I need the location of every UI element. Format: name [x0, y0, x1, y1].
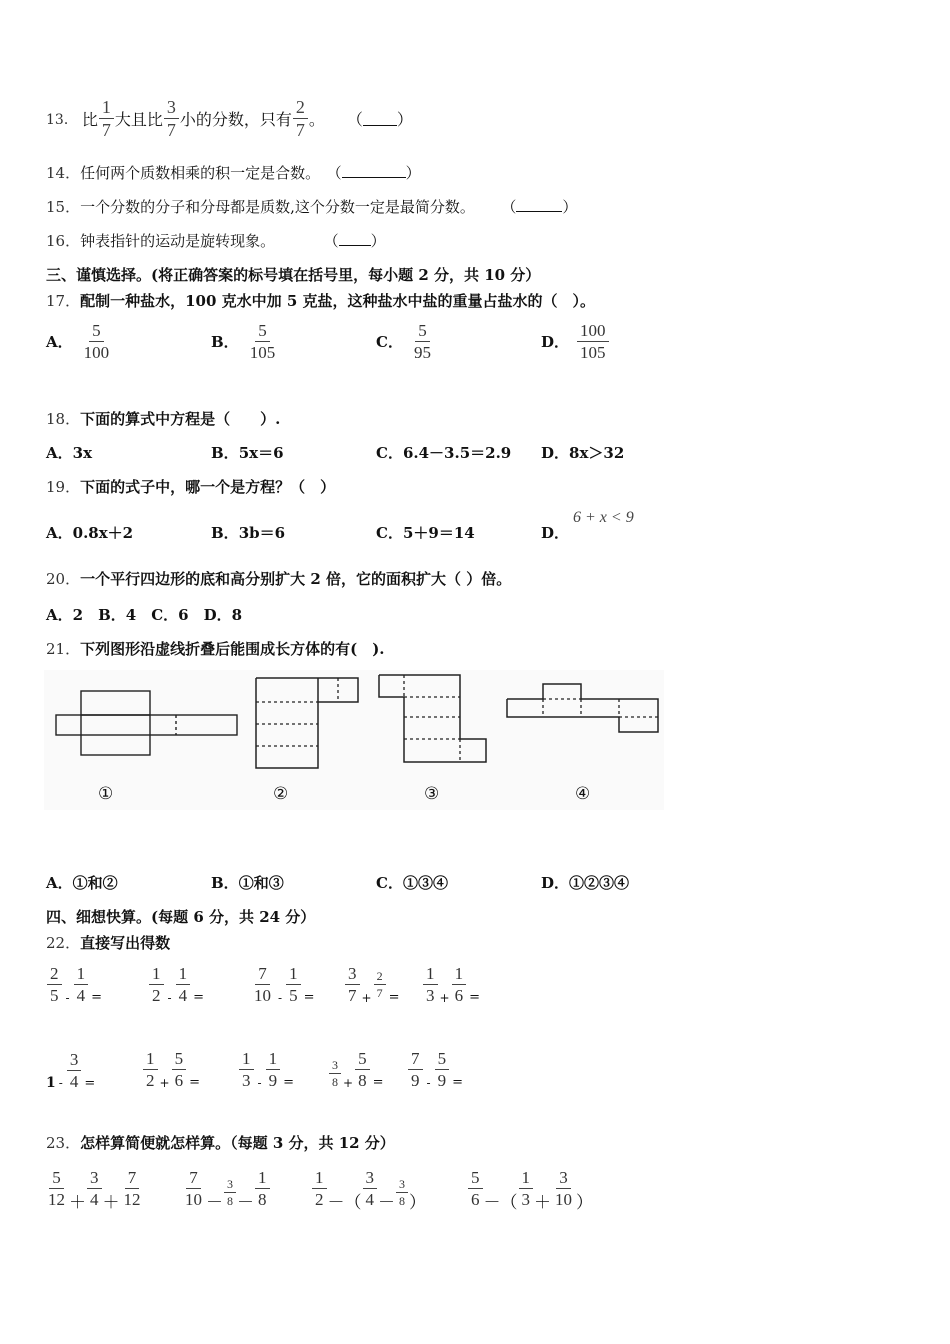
- question-number: 15．: [46, 198, 81, 216]
- operator: ＋: [69, 1193, 86, 1213]
- option-b[interactable]: [211, 322, 279, 361]
- option-label: A．: [46, 444, 73, 462]
- numerator: 3: [345, 965, 360, 985]
- equals: =: [469, 990, 480, 1005]
- fraction: [408, 1050, 423, 1089]
- question-number: 23．: [46, 1134, 81, 1152]
- denominator: 4: [69, 1071, 79, 1091]
- fraction: [329, 1059, 341, 1088]
- fraction: [435, 1050, 450, 1089]
- operator: +: [343, 1075, 354, 1090]
- fraction: [363, 1169, 378, 1208]
- equals: =: [388, 990, 400, 1005]
- denominator: 7: [295, 120, 305, 140]
- fraction: [423, 965, 438, 1004]
- fraction: [396, 1178, 408, 1207]
- denominator: 7: [376, 986, 383, 1000]
- question-15: [46, 196, 577, 217]
- fraction: [286, 965, 301, 1004]
- option-c[interactable]: [376, 522, 475, 543]
- fraction: [224, 1178, 236, 1207]
- paren-close: ）: [396, 110, 413, 129]
- option-label: D．: [541, 333, 570, 351]
- option-label: C．: [376, 333, 403, 351]
- fraction: [577, 322, 609, 361]
- fraction: [312, 1169, 327, 1208]
- denominator: 9: [411, 1071, 420, 1090]
- option-d-expression: 6 + x < 9: [573, 509, 634, 526]
- question-18: [46, 408, 280, 429]
- numerator: 1: [239, 1050, 254, 1070]
- operator: ＋: [534, 1193, 551, 1213]
- fraction: [67, 1051, 82, 1090]
- operator: －: [237, 1193, 254, 1213]
- denominator: 2: [146, 1071, 155, 1090]
- fraction: [266, 1050, 281, 1089]
- fraction: [143, 1050, 158, 1089]
- option-value: ①和②: [72, 874, 118, 892]
- fraction: [87, 1169, 102, 1208]
- question-number: 19．: [46, 478, 81, 496]
- question-text: 下面的式子中，哪一个是方程？（ ）: [80, 478, 336, 496]
- net-figure-4: [502, 680, 662, 736]
- question-number: 14．: [46, 164, 81, 182]
- denominator: 105: [249, 343, 276, 362]
- question-23: [46, 1132, 395, 1153]
- calc-item: [407, 1049, 463, 1090]
- question-number: 22．: [46, 934, 81, 952]
- question-text: 钟表指针的运动是旋转现象。: [80, 232, 276, 250]
- calc-item: [328, 1049, 383, 1090]
- question-16: [46, 230, 386, 251]
- fraction: [182, 1169, 205, 1208]
- operator: －（: [483, 1193, 518, 1213]
- question-text: 下列图形沿虚线折叠后能围成长方体的有( ).: [80, 640, 385, 658]
- fraction: [45, 1169, 68, 1208]
- option-b[interactable]: [211, 522, 285, 543]
- fraction: [468, 1169, 483, 1208]
- question-text: 大且比: [114, 110, 163, 129]
- denominator: 6: [471, 1190, 480, 1209]
- equals: =: [189, 1075, 200, 1090]
- option-label: C．: [376, 524, 403, 542]
- option-label: A．: [46, 524, 73, 542]
- paren-close: ）: [576, 1193, 593, 1213]
- fraction: [99, 98, 114, 139]
- denominator: 2: [152, 986, 161, 1005]
- fraction: [293, 98, 308, 139]
- numerator: 5: [172, 1050, 187, 1070]
- denominator: 8: [332, 1075, 338, 1089]
- operator: -: [65, 990, 70, 1005]
- expression-1: [44, 1164, 145, 1213]
- option-c[interactable]: [376, 322, 435, 361]
- figure-label-3: ③: [424, 784, 440, 804]
- fraction: [176, 965, 191, 1004]
- denominator: 95: [413, 343, 431, 362]
- operator: -: [167, 990, 172, 1005]
- denominator: 10: [555, 1190, 572, 1209]
- option-c[interactable]: [376, 872, 448, 893]
- numerator: 3: [67, 1051, 82, 1071]
- fraction: [149, 965, 164, 1004]
- option-b[interactable]: [211, 442, 284, 463]
- question-19: [46, 476, 335, 497]
- numerator: 3: [363, 1169, 378, 1189]
- question-22: [46, 932, 170, 953]
- option-label: B．: [211, 524, 239, 542]
- fraction: [355, 1050, 370, 1089]
- numerator: 5: [89, 322, 104, 342]
- option-label: A．: [46, 333, 73, 351]
- numerator: 3: [87, 1169, 102, 1189]
- question-number: 20．: [46, 570, 81, 588]
- option-d[interactable]: [541, 522, 569, 543]
- numerator: 7: [255, 965, 270, 985]
- option-c[interactable]: [376, 442, 511, 463]
- numerator: 5: [435, 1050, 450, 1070]
- question-number: 13．: [46, 111, 78, 128]
- net-figure-2: [250, 674, 365, 774]
- question-text: 任何两个质数相乘的积一定是合数。: [80, 164, 321, 182]
- denominator: 5: [289, 986, 298, 1005]
- numerator: 1: [149, 965, 164, 985]
- equals: =: [84, 1075, 96, 1091]
- figure-label-4: ④: [575, 784, 591, 804]
- paren-open: （: [331, 232, 339, 250]
- numerator: 1: [519, 1169, 534, 1189]
- figure-label-2: ②: [273, 784, 289, 804]
- denominator: 12: [48, 1190, 65, 1209]
- numerator: 3: [224, 1178, 236, 1193]
- numerator: 3: [396, 1178, 408, 1193]
- fraction: [121, 1169, 144, 1208]
- denominator: 6: [454, 986, 464, 1005]
- fraction: [411, 322, 434, 361]
- operator: -: [58, 1076, 63, 1090]
- operator: +: [159, 1075, 170, 1090]
- calc-item: [250, 964, 314, 1005]
- denominator: 105: [580, 343, 606, 362]
- fraction: [81, 322, 113, 361]
- question-number: 16．: [46, 232, 81, 250]
- question-number: 18．: [46, 410, 81, 428]
- calc-item: [344, 964, 399, 1005]
- option-d[interactable]: [541, 442, 624, 463]
- denominator: 7: [101, 120, 111, 140]
- fraction: [452, 965, 467, 1004]
- numerator: 1: [266, 1050, 281, 1070]
- operator: －: [378, 1193, 395, 1213]
- calc-item: [238, 1049, 294, 1090]
- fraction: [251, 965, 274, 1004]
- calc-item: [148, 964, 204, 1005]
- whole-number: 1: [46, 1075, 56, 1091]
- numerator: 5: [355, 1050, 370, 1070]
- numerator: 1: [99, 98, 114, 119]
- option-label: D．: [541, 444, 570, 462]
- numerator: 3: [164, 98, 179, 119]
- question-text: 怎样算简便就怎样算。（每题 3 分，共 12 分）: [80, 1134, 395, 1152]
- equals: =: [91, 990, 102, 1005]
- calc-item: [46, 1049, 95, 1091]
- equals: =: [193, 990, 204, 1005]
- option-value: 3x: [72, 444, 93, 462]
- option-value: 3b＝6: [238, 524, 286, 542]
- question-14: [46, 162, 421, 183]
- denominator: 4: [90, 1190, 99, 1209]
- question-text: 小的分数，只有: [179, 110, 292, 129]
- denominator: 9: [437, 1071, 447, 1090]
- option-a[interactable]: [46, 872, 118, 893]
- fraction: [374, 970, 386, 999]
- question-text: 直接写出得数: [80, 934, 171, 952]
- option-d[interactable]: [541, 872, 629, 893]
- numerator: 7: [125, 1169, 140, 1189]
- numerator: 7: [408, 1050, 423, 1070]
- denominator: 3: [426, 986, 435, 1005]
- expression-3: [311, 1164, 426, 1213]
- option-label: B．: [211, 444, 239, 462]
- equals: =: [283, 1075, 294, 1090]
- option-a[interactable]: [46, 322, 113, 361]
- paren-open: （: [508, 198, 517, 216]
- question-text: 一个平行四边形的底和高分别扩大 2 倍，它的面积扩大（ ）倍。: [80, 570, 512, 588]
- answer-blank[interactable]: [363, 111, 397, 126]
- numerator: 1: [143, 1050, 158, 1070]
- denominator: 12: [123, 1190, 141, 1209]
- numerator: 1: [286, 965, 301, 985]
- paren-close: ）: [409, 1193, 426, 1213]
- numerator: 1: [452, 965, 467, 985]
- numerator: 5: [49, 1169, 64, 1189]
- operator: -: [278, 990, 283, 1005]
- fraction: [247, 322, 279, 361]
- denominator: 3: [242, 1071, 251, 1090]
- operator: +: [439, 990, 450, 1005]
- question-number: 21．: [46, 640, 81, 658]
- numerator: 3: [556, 1169, 571, 1189]
- operator: －: [206, 1193, 223, 1213]
- figure-label-1: ①: [98, 784, 114, 804]
- question-text: 一个分数的分子和分母都是质数,这个分数一定是最简分数。: [80, 198, 475, 216]
- equals: =: [303, 990, 315, 1005]
- numerator: 1: [255, 1169, 270, 1189]
- fraction: [74, 965, 89, 1004]
- denominator: 3: [521, 1190, 530, 1209]
- numerator: 2: [47, 965, 62, 985]
- option-d[interactable]: [541, 322, 610, 361]
- options-row[interactable]: A．2 B．4 C．6 D．8: [46, 606, 243, 624]
- numerator: 1: [423, 965, 438, 985]
- option-value: 0.8x＋2: [72, 524, 134, 542]
- operator: +: [361, 990, 372, 1005]
- denominator: 6: [174, 1071, 184, 1090]
- fraction: [239, 1050, 254, 1089]
- expression-4: [467, 1164, 593, 1213]
- question-13: [46, 98, 413, 139]
- option-label: C．: [376, 444, 403, 462]
- calc-item: [46, 964, 102, 1005]
- denominator: 4: [178, 986, 188, 1005]
- numerator: 2: [293, 98, 308, 119]
- equals: =: [372, 1075, 384, 1090]
- option-label: D．: [541, 524, 570, 542]
- fraction: [47, 965, 62, 1004]
- numerator: 5: [415, 322, 430, 342]
- denominator: 8: [258, 1190, 267, 1209]
- question-20: [46, 568, 511, 589]
- question-text: 比: [81, 110, 98, 129]
- numerator: 1: [176, 965, 191, 985]
- numerator: 3: [329, 1059, 341, 1074]
- option-b[interactable]: [211, 872, 284, 893]
- denominator: 5: [50, 986, 59, 1005]
- option-value: ①②③④: [569, 874, 630, 892]
- question-text: 。: [308, 110, 325, 129]
- numerator: 1: [312, 1169, 327, 1189]
- option-value: 8x＞32: [569, 444, 625, 462]
- option-label: A．: [46, 874, 73, 892]
- denominator: 100: [83, 343, 110, 362]
- question-text: 下面的算式中方程是（ ）.: [80, 410, 281, 428]
- fraction: [172, 1050, 187, 1089]
- fraction: [255, 1169, 270, 1208]
- question-21: [46, 638, 385, 659]
- section-heading-3: 三、谨慎选择。(将正确答案的标号填在括号里，每小题 2 分，共 10 分）: [46, 266, 541, 284]
- option-label: D．: [541, 874, 570, 892]
- denominator: 2: [315, 1190, 324, 1209]
- denominator: 7: [348, 986, 357, 1005]
- operator: ＋: [102, 1193, 120, 1213]
- option-value: 5＋9＝14: [402, 524, 475, 542]
- option-label: B．: [211, 874, 239, 892]
- paren-open: （: [334, 164, 342, 182]
- option-value: ①和③: [238, 874, 284, 892]
- question-17: [46, 290, 595, 311]
- expression-2: [181, 1164, 271, 1213]
- paren-close: ）: [370, 232, 386, 250]
- option-value: 6.4－3.5＝2.9: [402, 444, 512, 462]
- denominator: 8: [227, 1194, 233, 1208]
- denominator: 4: [76, 986, 86, 1005]
- net-figure-1: [50, 686, 245, 762]
- denominator: 10: [254, 986, 271, 1005]
- fraction: [519, 1169, 534, 1208]
- fraction: [345, 965, 360, 1004]
- denominator: 8: [399, 1194, 405, 1208]
- option-value: 5x＝6: [238, 444, 284, 462]
- numerator: 1: [74, 965, 89, 985]
- option-a[interactable]: [46, 442, 92, 463]
- fraction: [552, 1169, 575, 1208]
- operator: -: [426, 1075, 431, 1090]
- option-value: ①③④: [402, 874, 448, 892]
- answer-blank[interactable]: [516, 197, 562, 212]
- denominator: 7: [166, 120, 176, 140]
- operator: －（: [327, 1193, 362, 1213]
- fraction: [164, 98, 179, 139]
- numerator: 7: [186, 1169, 201, 1189]
- numerator: 2: [374, 970, 386, 985]
- net-figure-3: [374, 672, 492, 768]
- option-a[interactable]: [46, 522, 133, 543]
- numerator: 100: [577, 322, 609, 342]
- section-heading-4: 四、细想快算。(每题 6 分，共 24 分）: [46, 908, 316, 926]
- calc-item: [142, 1049, 200, 1090]
- option-label: B．: [211, 333, 239, 351]
- option-label: C．: [376, 874, 403, 892]
- paren-close: ）: [405, 164, 421, 182]
- denominator: 9: [268, 1071, 278, 1090]
- paren-open: （: [346, 110, 363, 129]
- question-number: 17．: [46, 292, 81, 310]
- denominator: 4: [365, 1190, 374, 1209]
- operator: -: [257, 1075, 262, 1090]
- calc-item: [422, 964, 480, 1005]
- answer-blank[interactable]: [342, 163, 406, 178]
- denominator: 8: [358, 1071, 367, 1090]
- question-text: 配制一种盐水，100 克水中加 5 克盐，这种盐水中盐的重量占盐水的（ ）。: [80, 292, 596, 310]
- denominator: 10: [185, 1190, 202, 1209]
- equals: =: [452, 1075, 463, 1090]
- answer-blank[interactable]: [339, 231, 371, 246]
- paren-close: ）: [562, 198, 578, 216]
- numerator: 5: [255, 322, 270, 342]
- numerator: 5: [468, 1169, 483, 1189]
